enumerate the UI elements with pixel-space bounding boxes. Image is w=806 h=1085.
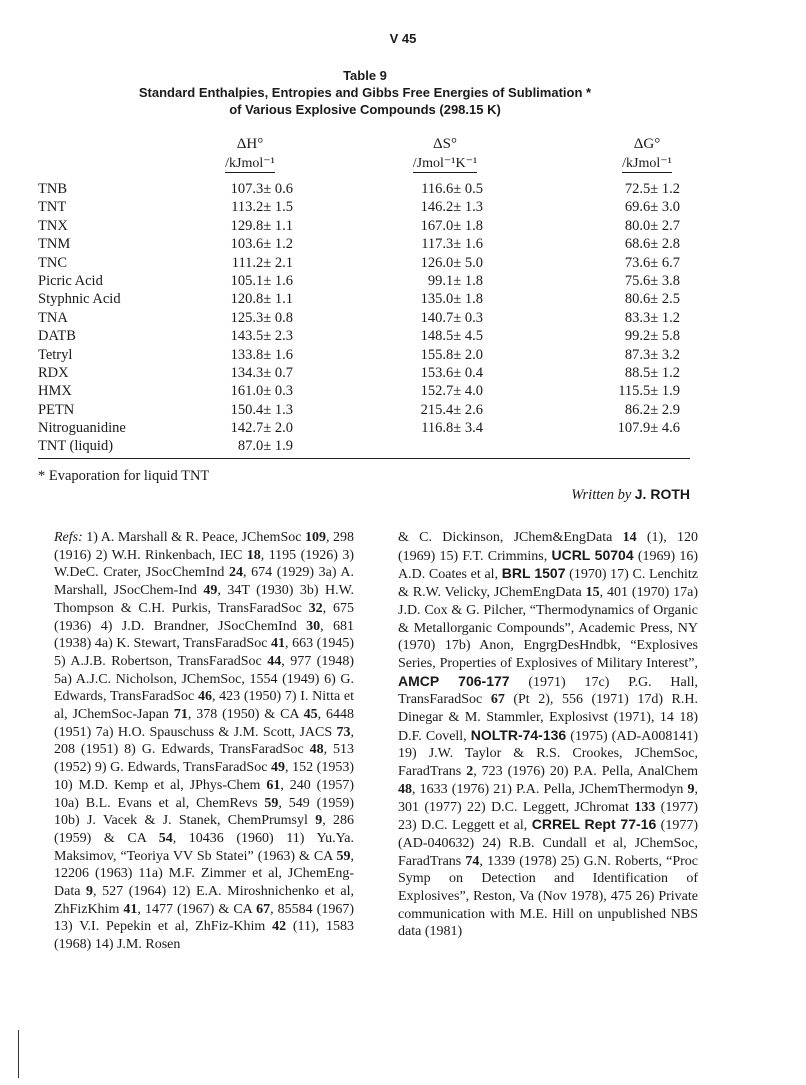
ref-report-number: CRREL Rept 77-16 xyxy=(531,816,657,833)
enthalpy-value: 142.7± 2.0 xyxy=(230,420,293,437)
ref-volume: 42 xyxy=(272,919,287,935)
column-header-entropy xyxy=(405,135,485,173)
enthalpy-value: 129.8± 1.1 xyxy=(230,217,293,234)
ref-text: , 240 (1957) 10a) B.L. Evans et al, ChemRevs xyxy=(54,777,354,811)
enthalpy-value: 107.3± 0.6 xyxy=(230,181,293,197)
ref-text: , 1633 (1976) 21) P.A. Pella, JChemThermodyn xyxy=(412,781,688,797)
ref-text: , 681 (1938) 4a) K. Stewart, TransFaradSoc xyxy=(54,618,354,652)
ref-text: (1977) (AD-040632) 24) R.B. Cundall et al, JChemSoc, FaradTrans xyxy=(398,818,699,869)
ref-volume: 74 xyxy=(465,853,480,869)
ref-text: & C. Dickinson, JChem&EngData xyxy=(398,530,623,545)
enthalpy-value: 161.0± 0.3 xyxy=(230,383,293,400)
ref-text: , 85584 (1967) 13) V.I. Pepekin et al, ZhFiz-Khim xyxy=(54,901,354,935)
column-header-gibbs xyxy=(612,135,682,173)
ref-text: , 378 (1950) & CA xyxy=(187,707,304,723)
ref-text: , 513 (1952) 9) G. Edwards, TransFaradSoc xyxy=(54,742,355,776)
ref-text: (1971) 17c) P.G. Hall, TransFaradSoc xyxy=(398,674,698,708)
compound-name: RDX xyxy=(38,364,69,381)
entropy-value: 126.0± 5.0 xyxy=(420,254,483,271)
table-rule xyxy=(38,458,690,459)
table-footnote: * Evaporation for liquid TNT xyxy=(38,468,210,484)
ref-volume: 9 xyxy=(86,884,94,900)
entropy-value: 146.2± 1.3 xyxy=(420,199,483,216)
ref-text: (1), 120 (1969) 15) F.T. Crimmins, xyxy=(398,530,698,564)
entropy-value: 117.3± 1.6 xyxy=(421,236,483,253)
gibbs-value: 88.5± 1.2 xyxy=(624,364,680,381)
ref-text: (1977) 23) D.C. Leggett et al, xyxy=(398,799,698,834)
gibbs-value: 69.6± 3.0 xyxy=(624,199,680,216)
ref-volume: 32 xyxy=(308,600,323,616)
ref-text: , 977 (1948) 5a) A.J.C. Nicholson, JChemSoc, 1554 (1949) 6) G. Edwards, TransFaradSoc xyxy=(54,653,354,705)
compound-name: Nitroguanidine xyxy=(38,420,126,437)
ref-volume: 49 xyxy=(271,760,286,776)
enthalpy-value: 113.2± 1.5 xyxy=(231,199,293,216)
ref-text: , 1195 (1926) 3) W.DeC. Crater, JSocChemInd xyxy=(54,547,354,581)
ref-text: (11), 1583 (1968) 14) J.M. Rosen xyxy=(54,919,354,953)
references-left-column xyxy=(54,529,354,954)
author-prefix: Written by xyxy=(571,487,632,503)
compound-name: DATB xyxy=(38,328,76,345)
refs-heading: Refs: xyxy=(54,530,83,545)
column-symbol: ΔG° xyxy=(633,136,661,152)
column-unit: /kJmol⁻¹ xyxy=(225,156,275,171)
entropy-value: 116.8± 3.4 xyxy=(421,420,483,437)
gibbs-value: 83.3± 1.2 xyxy=(624,309,680,326)
compound-name: TNM xyxy=(38,236,71,253)
ref-text: , 286 (1959) & CA xyxy=(54,813,354,846)
ref-volume: 49 xyxy=(203,583,218,599)
table-title-line2: of Various Explosive Compounds (298.15 K) xyxy=(229,102,501,117)
table-label: Table 9 xyxy=(343,68,387,83)
entropy-value: 215.4± 2.6 xyxy=(420,401,483,418)
ref-volume: 59 xyxy=(336,848,351,864)
enthalpy-value: 105.1± 1.6 xyxy=(230,272,293,289)
ref-volume: 48 xyxy=(398,781,412,797)
references-right-column xyxy=(398,529,698,941)
ref-volume: 41 xyxy=(271,636,285,652)
ref-text: , 1477 (1967) & CA xyxy=(137,901,257,917)
ref-volume: 24 xyxy=(228,565,243,581)
ref-volume: 54 xyxy=(158,830,173,846)
ref-text: , 423 (1950) 7) I. Nitta et al, JChemSoc-Japan xyxy=(54,689,354,723)
enthalpy-value: 133.8± 1.6 xyxy=(230,346,293,363)
enthalpy-value: 150.4± 1.3 xyxy=(230,401,293,418)
ref-text: , 10436 (1960) 11) Yu.Ya. Maksimov, “Teoriya VV Sb Statei” (1963) & CA xyxy=(54,830,355,864)
ref-volume: 45 xyxy=(303,707,318,723)
entropy-value: 153.6± 0.4 xyxy=(420,364,483,381)
compound-name: Picric Acid xyxy=(38,272,103,289)
enthalpy-value: 87.0± 1.9 xyxy=(237,438,293,455)
gibbs-value: 99.2± 5.8 xyxy=(624,328,680,345)
table-row xyxy=(38,309,688,327)
gibbs-value: 107.9± 4.6 xyxy=(617,420,680,437)
ref-volume: 67 xyxy=(490,692,505,708)
enthalpy-value: 120.8± 1.1 xyxy=(230,291,293,308)
ref-volume: 15 xyxy=(585,585,600,601)
ref-text: , 663 (1945) 5) A.J.B. Robertson, TransFaradSoc xyxy=(54,636,354,669)
gibbs-value: 73.6± 6.7 xyxy=(624,254,680,271)
ref-report-number: NOLTR-74-136 xyxy=(470,726,567,743)
table-row xyxy=(38,254,688,272)
margin-mark xyxy=(18,1030,19,1078)
entropy-value: 167.0± 1.8 xyxy=(420,217,483,234)
ref-report-number: BRL 1507 xyxy=(501,565,566,582)
gibbs-value: 72.5± 1.2 xyxy=(624,181,680,197)
ref-volume: 9 xyxy=(687,781,695,797)
table-title-block xyxy=(0,67,730,118)
ref-volume: 41 xyxy=(123,901,138,917)
table-row xyxy=(38,217,688,235)
ref-volume: 9 xyxy=(315,813,323,829)
ref-volume: 67 xyxy=(256,901,271,917)
compound-name: PETN xyxy=(38,401,75,418)
gibbs-value: 75.6± 3.8 xyxy=(624,272,680,289)
enthalpy-value: 111.2± 2.1 xyxy=(231,254,293,271)
table-row xyxy=(38,235,688,253)
entropy-value: 116.6± 0.5 xyxy=(421,181,483,197)
ref-volume: 71 xyxy=(173,707,188,723)
ref-volume: 30 xyxy=(306,618,321,634)
ref-text: , 674 (1929) 3a) A. Marshall, JSocChem-Ind xyxy=(54,565,355,599)
author-credit xyxy=(571,486,690,504)
entropy-value: 152.7± 4.0 xyxy=(420,383,483,400)
ref-text: , 152 (1953) 10) M.D. Kemp et al, JPhys-Chem xyxy=(54,760,355,793)
ref-volume: 109 xyxy=(304,530,326,545)
table-row xyxy=(38,382,688,400)
compound-name: Tetryl xyxy=(38,346,73,363)
ref-text: , 12206 (1963) 11a) M.F. Zimmer et al, JChemEng-Data xyxy=(54,848,354,900)
compound-name: Styphnic Acid xyxy=(38,291,121,308)
table-row xyxy=(38,401,688,419)
ref-volume: 46 xyxy=(197,689,212,705)
table-row xyxy=(38,198,688,216)
ref-volume: 73 xyxy=(336,724,351,740)
compound-name: TNA xyxy=(38,309,68,326)
column-header-enthalpy xyxy=(215,135,285,173)
enthalpy-value: 143.5± 2.3 xyxy=(230,328,293,345)
table-row xyxy=(38,364,688,382)
column-unit: /Jmol⁻¹K⁻¹ xyxy=(412,156,478,171)
ref-text: , 549 (1959) 10b) J. Vacek & J. Stanek, ChemPrumsyl xyxy=(54,795,354,829)
column-symbol: ΔH° xyxy=(236,136,264,152)
ref-report-number: AMCP 706-177 xyxy=(398,672,510,689)
enthalpy-value: 134.3± 0.7 xyxy=(230,364,293,381)
ref-volume: 2 xyxy=(466,764,474,780)
ref-text: , 675 (1936) 4) J.D. Brandner, JSocChemInd xyxy=(54,600,354,634)
ref-text: (1970) 17) C. Lenchitz & R.W. Velicky, JChemEngData xyxy=(398,567,698,601)
ref-volume: 44 xyxy=(267,653,282,669)
gibbs-value: 80.6± 2.5 xyxy=(624,291,680,308)
ref-text: , 208 (1951) 8) G. Edwards, TransFaradSoc xyxy=(54,724,354,758)
entropy-value: 155.8± 2.0 xyxy=(420,346,483,363)
gibbs-value: 87.3± 3.2 xyxy=(624,346,680,363)
enthalpy-value: 125.3± 0.8 xyxy=(230,309,293,326)
compound-name: TNX xyxy=(38,217,68,234)
column-symbol: ΔS° xyxy=(433,136,457,152)
ref-text: 1) A. Marshall & R. Peace, JChemSoc xyxy=(82,530,305,545)
table-title-line1: Standard Enthalpies, Entropies and Gibbs Free Energies of Sublimation * xyxy=(138,85,592,100)
ref-text: , 723 (1976) 20) P.A. Pella, AnalChem xyxy=(473,764,698,780)
compound-name: TNT xyxy=(38,199,67,216)
table-row xyxy=(38,419,688,437)
table-row xyxy=(38,180,688,198)
ref-volume: 61 xyxy=(266,777,281,793)
column-unit: /kJmol⁻¹ xyxy=(622,156,672,171)
table-row xyxy=(38,437,688,455)
gibbs-value: 86.2± 2.9 xyxy=(624,401,680,418)
gibbs-value: 80.0± 2.7 xyxy=(624,217,680,234)
ref-volume: 14 xyxy=(622,530,637,545)
data-table xyxy=(38,180,688,456)
ref-text: , 401 (1970) 17a) J.D. Cox & G. Pilcher, “Thermodynamics of Organic & Metallorganic Compounds”, Academic Press, NY (1970) 17b) Anon, EngrgDesHndbk, “Explosives Series, Properties of Explosives of Military Interest”, xyxy=(398,585,698,671)
ref-text: , 298 (1916) 2) W.H. Rinkenbach, IEC xyxy=(54,530,355,563)
ref-text: (Pt 2), 556 (1971) 17d) R.H. Dinegar & M. Stammler, Explosivst (1971), 14 18) D.F. Covell, xyxy=(398,692,699,744)
ref-volume: 59 xyxy=(264,795,279,811)
ref-text: (1975) (AD-A008141) 19) J.W. Taylor & R.S. Crookes, JChemSoc, FaradTrans xyxy=(398,728,698,780)
ref-text: , 527 (1964) 12) E.A. Miroshnichenko et al, ZhFizKhim xyxy=(54,884,354,917)
ref-text: , 301 (1977) 22) D.C. Leggett, JChromat xyxy=(398,781,698,815)
table-row xyxy=(38,272,688,290)
ref-text: (1969) 16) A.D. Coates et al, xyxy=(398,548,699,583)
table-row xyxy=(38,290,688,308)
table-row xyxy=(38,346,688,364)
author-name: J. ROTH xyxy=(634,486,690,502)
ref-report-number: UCRL 50704 xyxy=(551,546,634,563)
entropy-value: 99.1± 1.8 xyxy=(427,272,483,289)
ref-text: , 6448 (1951) 7a) H.O. Spauschuss & J.M. Scott, JACS xyxy=(54,707,355,740)
compound-name: TNB xyxy=(38,181,67,197)
gibbs-value: 115.5± 1.9 xyxy=(618,383,680,400)
table-row xyxy=(38,327,688,345)
entropy-value: 135.0± 1.8 xyxy=(420,291,483,308)
ref-volume: 133 xyxy=(634,799,656,815)
entropy-value: 148.5± 4.5 xyxy=(420,328,483,345)
entropy-value: 140.7± 0.3 xyxy=(420,309,483,326)
ref-volume: 48 xyxy=(309,742,324,758)
enthalpy-value: 103.6± 1.2 xyxy=(230,236,293,253)
ref-text: , 34T (1930) 3b) H.W. Thompson & C.H. Purkis, TransFaradSoc xyxy=(54,583,355,616)
compound-name: HMX xyxy=(38,383,72,400)
compound-name: TNC xyxy=(38,254,67,271)
compound-name: TNT (liquid) xyxy=(38,438,114,455)
gibbs-value: 68.6± 2.8 xyxy=(624,236,680,253)
page-number: V 45 xyxy=(389,31,417,46)
ref-text: , 1339 (1978) 25) G.N. Roberts, “Proc Symp on Detection and Identification of Explosives”, Reston, Va (Nov 1978), 475 26) Private communication with M.E. Hill on unpublished NBS data (1981) xyxy=(398,853,698,940)
ref-volume: 18 xyxy=(246,547,261,563)
